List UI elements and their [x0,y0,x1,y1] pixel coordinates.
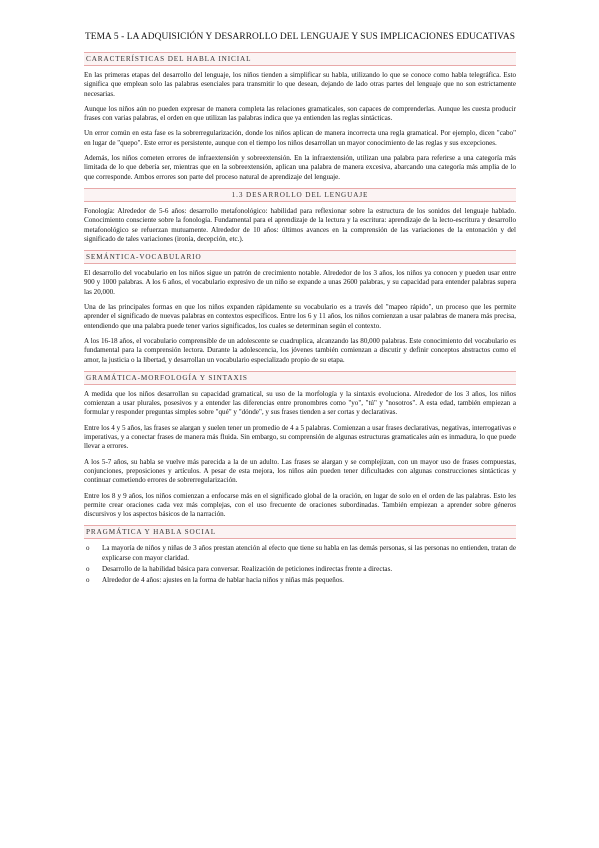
list-item [84,576,516,585]
paragraph: A medida que los niños desarrollan su capacidad gramatical, su uso de la morfología y la sintaxis evoluciona. Alrededor de los 3 años, los niños comienzan a usar plurales, posesivos y a entender las diferencias entre pronombres como "yo", "tú" y "nosotros". A esta edad, también empiezan a formular y responder preguntas simples sobre "qué" y "dónde", y sus frases tienden a ser cortas y declarativas. [84,389,516,417]
section-header-semantica: SEMÁNTICA-VOCABULARIO [84,250,516,264]
bullet-icon: o [86,564,90,573]
document-title: TEMA 5 - LA ADQUISICIÓN Y DESARROLLO DEL LENGUAJE Y SUS IMPLICACIONES EDUCATIVAS [84,32,516,42]
section-header-caracteristicas: CARACTERÍSTICAS DEL HABLA INICIAL [84,52,516,66]
paragraph: El desarrollo del vocabulario en los niños sigue un patrón de crecimiento notable. Alrededor de los 3 años, los niños ya conocen y pueden usar entre 900 y 1000 palabras. A los 6 años, el vocabulario expresivo de un niño se expande a unas 2600 palabras, y su capacidad para entender palabras supera las 20,000. [84,269,516,296]
document-page [84,32,516,588]
list-item-text: La mayoría de niños y niñas de 3 años prestan atención al efecto que tiene su habla en las demás personas, si las personas no entienden, tratan de explicarse con mayor claridad. [102,544,516,562]
list-item [84,565,516,574]
paragraph: Entre los 4 y 5 años, las frases se alargan y suelen tener un promedio de 4 a 5 palabras. Comienzan a usar frases declarativas, negativas, interrogativas e imperativas, y a conectar frases de manera más fluida. Sin embargo, su comprensión de algunas estructuras gramaticales aún es inmadura, lo que puede llevar a errores. [84,423,516,451]
paragraph: Además, los niños cometen errores de infraextensión y sobreextensión. En la infraextensión, utilizan una palabra para referirse a una categoría más limitada de lo que debería ser, mientras que en la sobreextensión, aplican una palabra de manera excesiva, abarcando una categoría más amplia de lo que corresponde. Ambos errores son parte del proceso natural de aprendizaje del lenguaje. [84,154,516,181]
list-item-text: Alrededor de 4 años: ajustes en la forma de hablar hacia niños y niñas más pequeños. [102,576,344,585]
paragraph: Un error común en esta fase es la sobrerregularización, donde los niños aplican de manera incorrecta una regla gramatical. Por ejemplo, dicen "cabo" en lugar de "quepo". Este error es persistente, aunque con el tiempo los niños desarrollan un mayor conocimiento de las reglas y sus excepciones. [84,129,516,147]
list-item-text: Desarrollo de la habilidad básica para conversar. Realización de peticiones indirectas frente a directas. [102,564,393,573]
bullet-list [84,544,516,585]
paragraph: Aunque los niños aún no pueden expresar de manera completa las relaciones gramaticales, son capaces de comprenderlas. Aunque les cuesta producir frases con varias palabras, el orden en que utilizan las palabras indica que ya entienden las reglas sintácticas. [84,104,516,123]
bullet-icon: o [86,576,90,585]
paragraph: En las primeras etapas del desarrollo del lenguaje, los niños tienden a simplificar su habla, utilizando lo que se conoce como habla telegráfica. Esto significa que emplean solo las palabras esenciales para transmitir lo que desean, dejando de lado otras partes del lenguaje que no son estrictamente necesarias. [84,71,516,98]
section-header-pragmatica: PRAGMÁTICA Y HABLA SOCIAL [84,525,516,539]
section-header-desarrollo: 1.3 DESARROLLO DEL LENGUAJE [84,188,516,202]
bullet-icon: o [86,544,90,553]
paragraph: Una de las principales formas en que los niños expanden rápidamente su vocabulario es a través del "mapeo rápido", un proceso que les permite aprender el significado de nuevas palabras en contextos específicos. Entre los 6 y 11 años, los niños comienzan a usar palabras de manera más precisa, entendiendo que una palabra puede tener varios significados, los cuales se determinan según el contexto. [84,303,516,330]
paragraph: A los 16-18 años, el vocabulario comprensible de un adolescente se cuadruplica, alcanzando las 80,000 palabras. Este conocimiento del vocabulario es fundamental para la comprensión lectora. Durante la adolescencia, los jóvenes también comienzan a discutir y definir conceptos abstractos como el amor, la justicia o la libertad, y desarrollan un vocabulario especializado propio de su etapa. [84,336,516,364]
paragraph: A los 5-7 años, su habla se vuelve más parecida a la de un adulto. Las frases se alargan y se complejizan, con un mayor uso de frases compuestas, conjunciones, preposiciones y artículos. A pesar de esta mejora, los niños aún pueden tener dificultades con algunas construcciones sintácticas y continuar cometiendo errores de sobrerregularización. [84,457,516,485]
list-item [84,544,516,563]
paragraph: Entre los 8 y 9 años, los niños comienzan a enfocarse más en el significado global de la oración, en lugar de solo en el orden de las palabras. Esto les permite crear oraciones cada vez más complejas, con el uso frecuente de oraciones subordinadas. También empiezan a aprender sobre géneros discursivos y los aspectos básicos de la narración. [84,491,516,519]
paragraph: Fonología: Alrededor de 5-6 años: desarrollo metafonológico: habilidad para reflexionar sobre la estructura de los sonidos del lenguaje hablado. Conocimiento consciente sobre la fonología. Fundamental para el aprendizaje de la lectura y la escritura: aprendizaje de la lecto-escritura y desarrollo metafonológico se refuerzan mutuamente. Alrededor de 10 años: últimos avances en la comprensión de las variaciones de la entonación y del significado de tales variaciones (ironía, decepción, etc.). [84,206,516,243]
section-header-gramatica: GRAMÁTICA-MORFOLOGÍA Y SINTAXIS [84,371,516,385]
